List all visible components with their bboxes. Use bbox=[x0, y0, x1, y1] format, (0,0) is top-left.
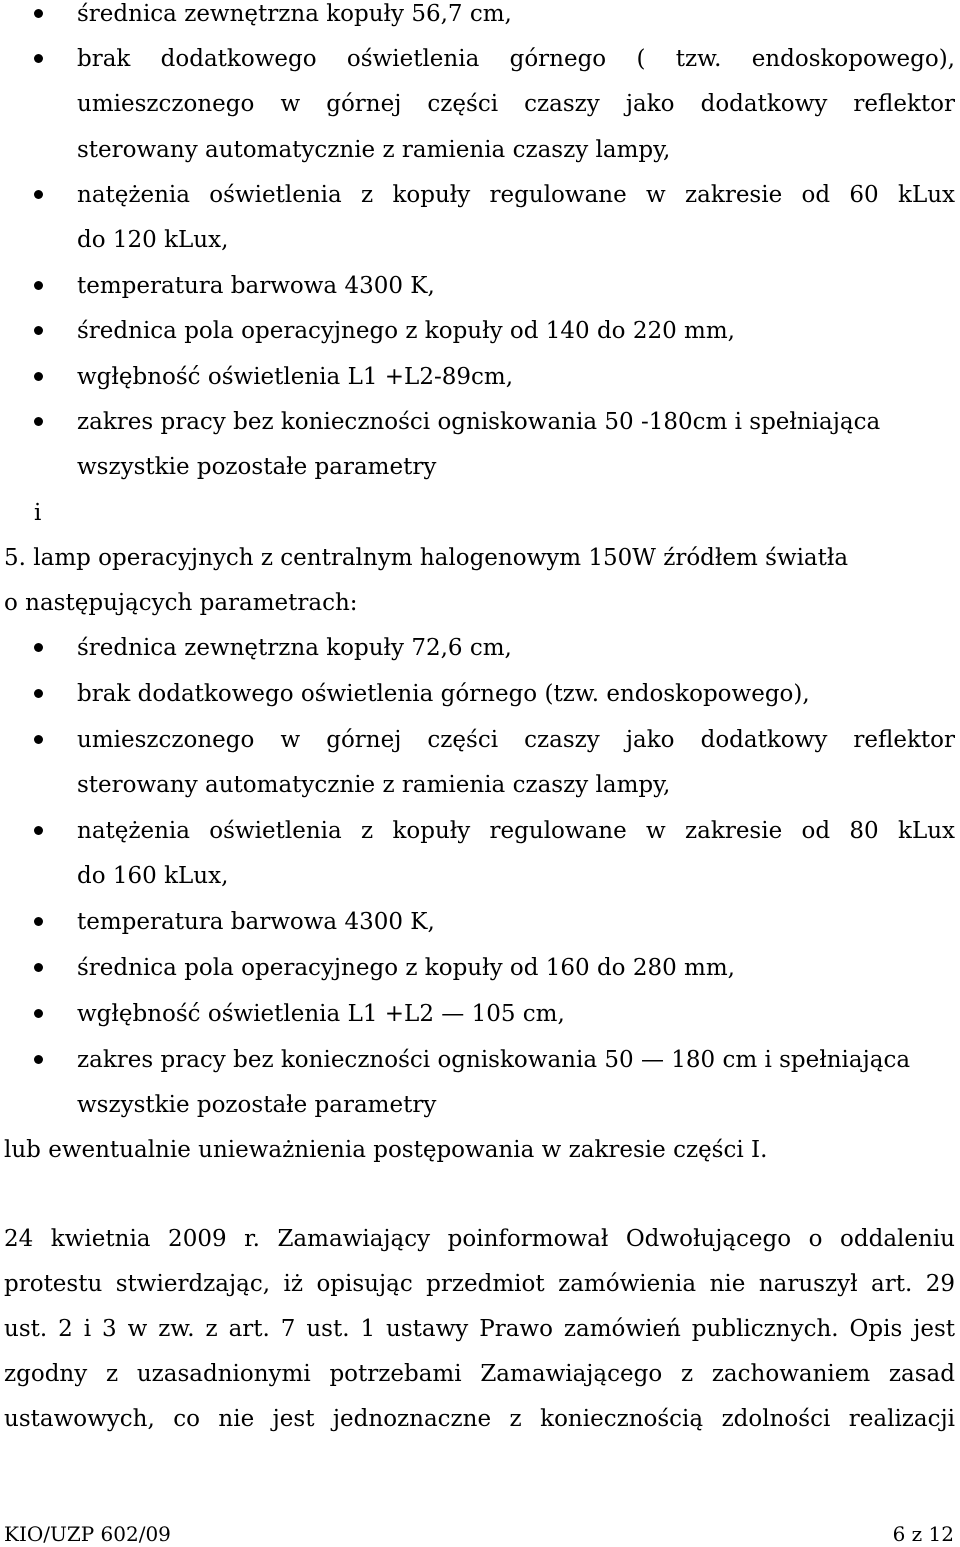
paragraph-line: protestu stwierdzając, iż opisując przedmiot zamówienia nie naruszył art. 29 bbox=[4, 1271, 955, 1297]
list-item: wgłębność oświetlenia L1 +L2 — 105 cm, bbox=[77, 1001, 565, 1027]
list-item-continuation: wszystkie pozostałe parametry bbox=[77, 454, 437, 480]
list-item: temperatura barwowa 4300 K, bbox=[77, 909, 435, 935]
bullet-marker bbox=[34, 417, 43, 426]
list-item: brak dodatkowego oświetlenia górnego (tzw. endoskopowego), bbox=[77, 681, 810, 707]
bullet-marker bbox=[34, 1009, 43, 1018]
bullet-marker bbox=[34, 917, 43, 926]
bullet-marker bbox=[34, 689, 43, 698]
bullet-marker bbox=[34, 326, 43, 335]
list-item: średnica pola operacyjnego z kopuły od 140 do 220 mm, bbox=[77, 318, 735, 344]
bullet-marker bbox=[34, 735, 43, 744]
footer-document-id: KIO/UZP 602/09 bbox=[4, 1522, 171, 1546]
list-item: średnica pola operacyjnego z kopuły od 160 do 280 mm, bbox=[77, 955, 735, 981]
footer-page-number: 6 z 12 bbox=[892, 1522, 954, 1546]
list-item: wgłębność oświetlenia L1 +L2-89cm, bbox=[77, 364, 514, 390]
list-item-continuation: sterowany automatycznie z ramienia czaszy lampy, bbox=[77, 772, 671, 798]
bullet-marker bbox=[34, 281, 43, 290]
bullet-marker bbox=[34, 643, 43, 652]
list-item: zakres pracy bez konieczności ogniskowania 50 — 180 cm i spełniająca bbox=[77, 1047, 911, 1073]
list-item: natężenia oświetlenia z kopuły regulowane w zakresie od 60 kLux bbox=[77, 182, 955, 208]
numbered-item-5: 5. lamp operacyjnych z centralnym halogenowym 150W źródłem światła bbox=[4, 545, 849, 571]
list-item-continuation: sterowany automatycznie z ramienia czaszy lampy, bbox=[77, 137, 671, 163]
list-item-continuation: umieszczonego w górnej części czaszy jako dodatkowy reflektor bbox=[77, 91, 955, 117]
paragraph-line: zgodny z uzasadnionymi potrzebami Zamawiającego z zachowaniem zasad bbox=[4, 1361, 955, 1387]
bullet-marker bbox=[34, 826, 43, 835]
paragraph-line: ustawowych, co nie jest jednoznaczne z koniecznością zdolności realizacji bbox=[4, 1406, 955, 1432]
list-item: brak dodatkowego oświetlenia górnego ( tzw. endoskopowego), bbox=[77, 46, 955, 72]
bullet-marker bbox=[34, 963, 43, 972]
bullet-marker bbox=[34, 372, 43, 381]
list-item-continuation: do 120 kLux, bbox=[77, 227, 229, 253]
closing-line: lub ewentualnie unieważnienia postępowania w zakresie części I. bbox=[4, 1137, 768, 1163]
list-item: temperatura barwowa 4300 K, bbox=[77, 273, 435, 299]
numbered-item-5-continuation: o następujących parametrach: bbox=[4, 590, 358, 616]
bullet-marker bbox=[34, 1055, 43, 1064]
bullet-marker bbox=[34, 9, 43, 18]
list-item: średnica zewnętrzna kopuły 56,7 cm, bbox=[77, 1, 512, 27]
connector-word: i bbox=[34, 500, 42, 526]
bullet-marker bbox=[34, 190, 43, 199]
list-item: średnica zewnętrzna kopuły 72,6 cm, bbox=[77, 635, 512, 661]
list-item-continuation: wszystkie pozostałe parametry bbox=[77, 1092, 437, 1118]
paragraph-line: ust. 2 i 3 w zw. z art. 7 ust. 1 ustawy Prawo zamówień publicznych. Opis jest bbox=[4, 1316, 955, 1342]
list-item-continuation: do 160 kLux, bbox=[77, 863, 229, 889]
paragraph-line: 24 kwietnia 2009 r. Zamawiający poinformował Odwołującego o oddaleniu bbox=[4, 1226, 955, 1252]
list-item: umieszczonego w górnej części czaszy jako dodatkowy reflektor bbox=[77, 727, 955, 753]
list-item: natężenia oświetlenia z kopuły regulowane w zakresie od 80 kLux bbox=[77, 818, 955, 844]
list-item: zakres pracy bez konieczności ogniskowania 50 -180cm i spełniająca bbox=[77, 409, 881, 435]
bullet-marker bbox=[34, 54, 43, 63]
